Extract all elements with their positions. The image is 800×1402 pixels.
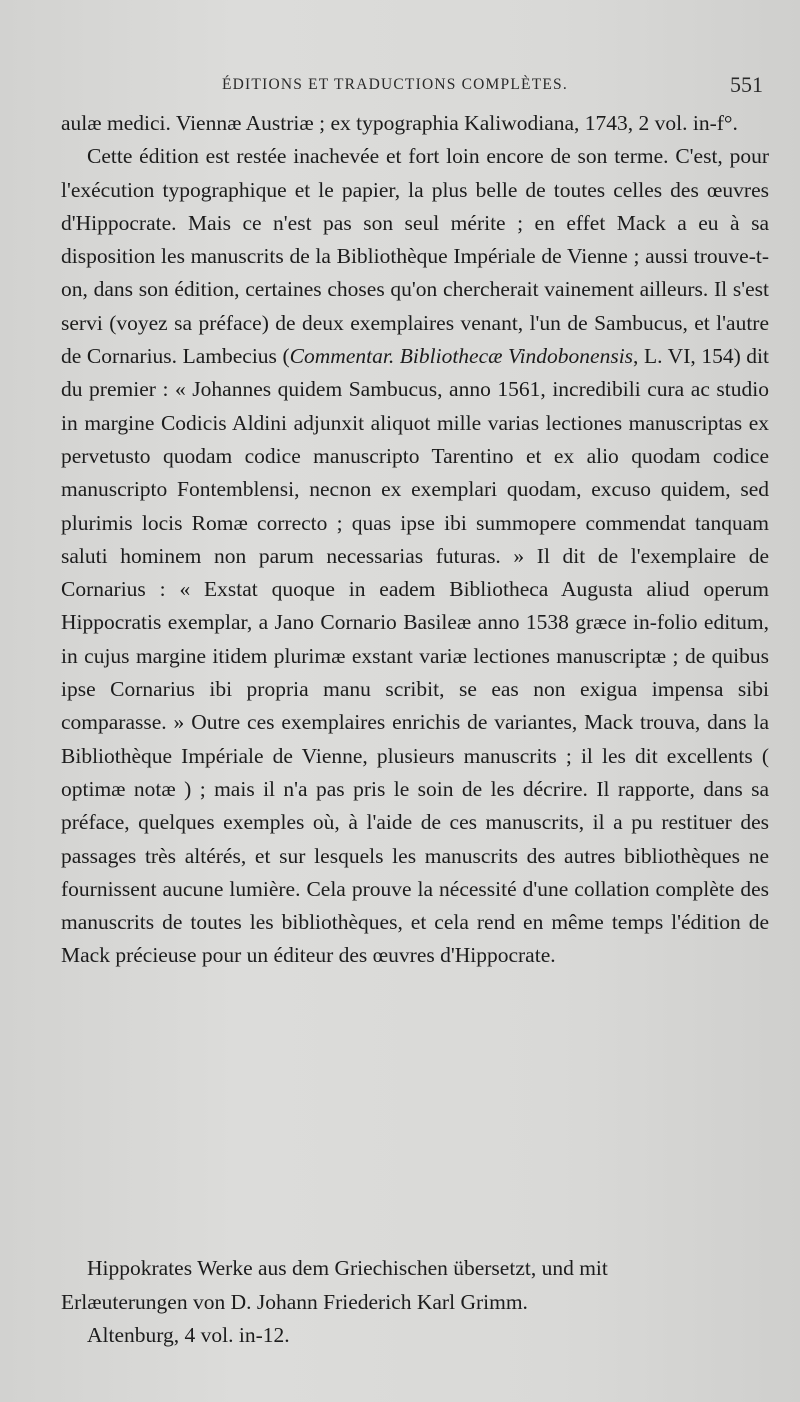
- paragraph-mack-edition: [61, 140, 769, 972]
- running-head: ÉDITIONS ET TRADUCTIONS COMPLÈTES.: [222, 76, 568, 93]
- paragraph-continuation: [61, 107, 769, 140]
- paragraph-text-part-a: Cette édition est restée inachevée et fort loin encore de son terme. C'est, pour l'exécution typographique et le papier, la plus belle de toutes celles des œuvres d'Hippocrate. Mais ce n'est pas son seul mérite ; en effet Mack a eu à sa disposition les manuscrits de la Bibliothèque Impériale de Vienne ; aussi trouve-t-on, dans son édition, certaines choses qu'on chercherait vainement ailleurs. Il s'est servi (voyez sa préface) de deux exemplaires venant, l'un de Sambucus, et l'autre de Cornarius. Lambecius (: [61, 144, 769, 369]
- italic-citation: Commentar. Bibliothecæ Vindobonensis: [289, 344, 634, 369]
- entry-line-1: Hippokrates Werke aus dem Griechischen übersetzt, und mit: [87, 1256, 608, 1280]
- page-number: 551: [730, 72, 763, 97]
- page-header: [0, 72, 800, 102]
- entry-line-2: Erlæuterungen von D. Johann Friederich Karl Grimm.: [61, 1289, 528, 1314]
- paragraph-text-part-b: , L. VI, 154) dit du premier : « Johannes quidem Sambucus, anno 1561, incredibili cura ac studio in margine Codicis Aldini adjunxit aliquot mille varias lectiones manuscriptas ex pervetusto quodam codice manuscripto Tarentino et ex alio quodam codice manuscripto Fontemblensi, necnon ex exemplari quodam, excuso quidem, sed plurimis locis Romæ correcto ; quas ipse ibi summopere commendat tanquam saluti hominem non parum necessarias futuras. » Il dit de l'exemplaire de Cornarius : « Exstat quoque in eadem Bibliotheca Augusta aliud operum Hippocratis exemplar, a Jano Cornario Basileæ anno 1538 græce in-folio editum, in cujus margine itidem plurimæ exstant variæ lectiones manuscriptæ ; de quibus ipse Cornarius ibi propria manu scribit, se eas non exigua impensa sibi comparasse. » Outre ces exemplaires enrichis de variantes, Mack trouva, dans la Bibliothèque Impériale de Vienne, plusieurs manuscrits ; il les dit excellents ( optimæ notæ ) ; mais il n'a pas pris le soin de les décrire. Il rapporte, dans sa préface, quelques exemples où, à l'aide de ces manuscrits, il a pu restituer des passages très altérés, et sur lesquels les manuscrits des autres bibliothèques ne fournissent aucune lumière. Cela prouve la nécessité d'une collation complète des manuscrits de toutes les bibliothèques, et cela rend en même temps l'édition de Mack précieuse pour un éditeur des œuvres d'Hippocrate.: [61, 344, 769, 968]
- paragraph-continuation-text: aulæ medici. Viennæ Austriæ ; ex typographia Kaliwodiana, 1743, 2 vol. in-f°.: [61, 111, 738, 135]
- bibliography-entry-grimm: [61, 1252, 769, 1353]
- body-text: [61, 107, 769, 973]
- entry-line-3: Altenburg, 4 vol. in-12.: [87, 1323, 290, 1347]
